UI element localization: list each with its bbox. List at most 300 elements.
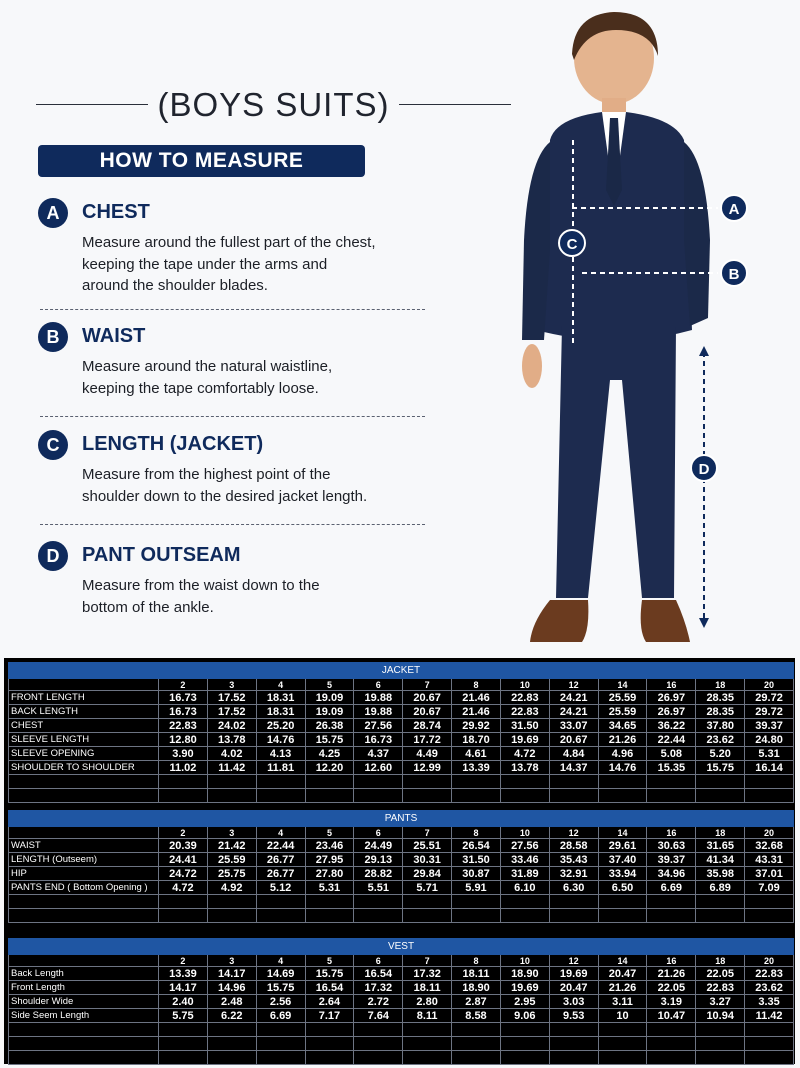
cell-value: 17.32 xyxy=(354,981,403,995)
cell-value: 18.31 xyxy=(256,705,305,719)
row-label: Back Length xyxy=(9,967,159,981)
cell-value: 24.72 xyxy=(159,867,208,881)
cell-value: 16.73 xyxy=(354,733,403,747)
cell-value: 24.21 xyxy=(549,691,598,705)
cell-value: 7.64 xyxy=(354,1009,403,1023)
table-row xyxy=(9,981,794,995)
size-header: 4 xyxy=(256,955,305,967)
blank-row xyxy=(9,789,794,803)
size-header: 14 xyxy=(598,955,647,967)
divider xyxy=(40,524,425,525)
cell-value: 15.75 xyxy=(305,967,354,981)
jacket-table xyxy=(8,662,794,803)
cell-value: 36.22 xyxy=(647,719,696,733)
row-label: WAIST xyxy=(9,839,159,853)
pants-table xyxy=(8,810,794,923)
cell-value: 22.83 xyxy=(500,705,549,719)
cell-value: 14.76 xyxy=(598,761,647,775)
row-label: Front Length xyxy=(9,981,159,995)
cell-value: 7.17 xyxy=(305,1009,354,1023)
row-label: LENGTH (Outseem) xyxy=(9,853,159,867)
badge-c: C xyxy=(38,430,68,460)
cell-value: 30.31 xyxy=(403,853,452,867)
size-header: 2 xyxy=(159,679,208,691)
cell-value: 23.62 xyxy=(745,981,794,995)
cell-value: 4.13 xyxy=(256,747,305,761)
cell-value: 26.54 xyxy=(452,839,501,853)
cell-value: 31.89 xyxy=(500,867,549,881)
cell-value: 27.80 xyxy=(305,867,354,881)
section-description xyxy=(82,575,432,618)
badge-b: B xyxy=(38,322,68,352)
cell-value: 32.91 xyxy=(549,867,598,881)
cell-value: 7.09 xyxy=(745,881,794,895)
cell-value: 14.96 xyxy=(207,981,256,995)
cell-value: 22.05 xyxy=(696,967,745,981)
cell-value: 2.95 xyxy=(500,995,549,1009)
size-header: 7 xyxy=(403,827,452,839)
cell-value: 6.89 xyxy=(696,881,745,895)
cell-value: 16.73 xyxy=(159,691,208,705)
cell-value: 15.75 xyxy=(305,733,354,747)
cell-value: 24.02 xyxy=(207,719,256,733)
cell-value: 22.44 xyxy=(647,733,696,747)
desc-line: Measure around the fullest part of the chest, xyxy=(82,234,376,251)
size-header: 10 xyxy=(500,955,549,967)
cell-value: 5.31 xyxy=(745,747,794,761)
cell-value: 4.84 xyxy=(549,747,598,761)
desc-line: bottom of the ankle. xyxy=(82,598,214,616)
size-header: 5 xyxy=(305,679,354,691)
size-header: 3 xyxy=(207,955,256,967)
size-header: 14 xyxy=(598,679,647,691)
row-label: HIP xyxy=(9,867,159,881)
section-description xyxy=(82,232,432,297)
cell-value: 25.59 xyxy=(207,853,256,867)
desc-line: keeping the tape comfortably loose. xyxy=(82,379,319,397)
size-chart xyxy=(4,658,795,1064)
cell-value: 21.26 xyxy=(647,967,696,981)
cell-value: 10.47 xyxy=(647,1009,696,1023)
cell-value: 33.46 xyxy=(500,853,549,867)
cell-value: 20.67 xyxy=(403,705,452,719)
cell-value: 18.31 xyxy=(256,691,305,705)
cell-value: 2.72 xyxy=(354,995,403,1009)
size-header-blank xyxy=(9,955,159,967)
cell-value: 29.92 xyxy=(452,719,501,733)
cell-value: 18.11 xyxy=(452,967,501,981)
cell-value: 19.88 xyxy=(354,705,403,719)
size-header: 12 xyxy=(549,955,598,967)
cell-value: 37.01 xyxy=(745,867,794,881)
cell-value: 28.35 xyxy=(696,705,745,719)
size-header: 8 xyxy=(452,679,501,691)
size-header-blank xyxy=(9,827,159,839)
vest-table xyxy=(8,938,794,1065)
table-title: PANTS xyxy=(9,811,794,827)
marker-a-label: A xyxy=(728,201,740,218)
cell-value: 35.43 xyxy=(549,853,598,867)
cell-value: 25.59 xyxy=(598,705,647,719)
cell-value: 2.80 xyxy=(403,995,452,1009)
blank-row xyxy=(9,1051,794,1065)
cell-value: 12.80 xyxy=(159,733,208,747)
table-row xyxy=(9,691,794,705)
cell-value: 3.27 xyxy=(696,995,745,1009)
cell-value: 2.64 xyxy=(305,995,354,1009)
table-row xyxy=(9,761,794,775)
cell-value: 32.68 xyxy=(745,839,794,853)
cell-value: 6.10 xyxy=(500,881,549,895)
cell-value: 29.61 xyxy=(598,839,647,853)
desc-line: Measure from the highest point of the xyxy=(82,466,331,483)
size-header: 16 xyxy=(647,955,696,967)
cell-value: 27.95 xyxy=(305,853,354,867)
size-header: 5 xyxy=(305,827,354,839)
cell-value: 25.75 xyxy=(207,867,256,881)
divider xyxy=(40,309,425,310)
cell-value: 26.77 xyxy=(256,853,305,867)
boy-in-suit-illustration xyxy=(470,0,800,656)
cell-value: 16.54 xyxy=(305,981,354,995)
cell-value: 19.69 xyxy=(500,733,549,747)
cell-value: 22.83 xyxy=(159,719,208,733)
cell-value: 4.25 xyxy=(305,747,354,761)
cell-value: 24.41 xyxy=(159,853,208,867)
cell-value: 3.11 xyxy=(598,995,647,1009)
size-header: 18 xyxy=(696,955,745,967)
cell-value: 5.75 xyxy=(159,1009,208,1023)
size-header: 5 xyxy=(305,955,354,967)
divider xyxy=(40,416,425,417)
cell-value: 11.02 xyxy=(159,761,208,775)
cell-value: 30.63 xyxy=(647,839,696,853)
cell-value: 20.47 xyxy=(598,967,647,981)
cell-value: 4.96 xyxy=(598,747,647,761)
cell-value: 22.05 xyxy=(647,981,696,995)
cell-value: 33.07 xyxy=(549,719,598,733)
table-row xyxy=(9,747,794,761)
table-row xyxy=(9,733,794,747)
section-heading: PANT OUTSEAM xyxy=(82,544,241,566)
cell-value: 3.90 xyxy=(159,747,208,761)
size-header: 4 xyxy=(256,679,305,691)
table-row xyxy=(9,995,794,1009)
cell-value: 19.09 xyxy=(305,691,354,705)
section-heading: LENGTH (JACKET) xyxy=(82,433,264,455)
right-shoe xyxy=(641,600,690,642)
cell-value: 16.14 xyxy=(745,761,794,775)
cell-value: 19.69 xyxy=(549,967,598,981)
cell-value: 16.54 xyxy=(354,967,403,981)
cell-value: 20.67 xyxy=(549,733,598,747)
size-header: 20 xyxy=(745,955,794,967)
cell-value: 5.08 xyxy=(647,747,696,761)
cell-value: 13.78 xyxy=(207,733,256,747)
size-header: 8 xyxy=(452,955,501,967)
cell-value: 14.37 xyxy=(549,761,598,775)
row-label: SHOULDER TO SHOULDER xyxy=(9,761,159,775)
cell-value: 12.99 xyxy=(403,761,452,775)
table-row xyxy=(9,839,794,853)
size-header: 8 xyxy=(452,827,501,839)
size-header: 20 xyxy=(745,679,794,691)
cell-value: 21.46 xyxy=(452,691,501,705)
cell-value: 34.65 xyxy=(598,719,647,733)
cell-value: 14.69 xyxy=(256,967,305,981)
marker-d-label: D xyxy=(698,461,710,478)
size-header: 7 xyxy=(403,955,452,967)
cell-value: 6.69 xyxy=(647,881,696,895)
cell-value: 14.17 xyxy=(207,967,256,981)
size-header: 6 xyxy=(354,827,403,839)
table-row xyxy=(9,881,794,895)
cell-value: 5.20 xyxy=(696,747,745,761)
size-header: 20 xyxy=(745,827,794,839)
cell-value: 33.94 xyxy=(598,867,647,881)
cell-value: 19.69 xyxy=(500,981,549,995)
trousers xyxy=(556,326,676,598)
cell-value: 2.40 xyxy=(159,995,208,1009)
size-header: 18 xyxy=(696,679,745,691)
row-label: SLEEVE LENGTH xyxy=(9,733,159,747)
cell-value: 28.82 xyxy=(354,867,403,881)
cell-value: 4.02 xyxy=(207,747,256,761)
cell-value: 4.49 xyxy=(403,747,452,761)
cell-value: 2.48 xyxy=(207,995,256,1009)
badge-a: A xyxy=(38,198,68,228)
cell-value: 6.50 xyxy=(598,881,647,895)
cell-value: 11.81 xyxy=(256,761,305,775)
size-header: 2 xyxy=(159,827,208,839)
cell-value: 8.11 xyxy=(403,1009,452,1023)
cell-value: 28.35 xyxy=(696,691,745,705)
cell-value: 4.61 xyxy=(452,747,501,761)
size-header: 4 xyxy=(256,827,305,839)
size-header: 16 xyxy=(647,827,696,839)
cell-value: 9.53 xyxy=(549,1009,598,1023)
table-row xyxy=(9,705,794,719)
size-header: 12 xyxy=(549,679,598,691)
cell-value: 37.80 xyxy=(696,719,745,733)
row-label: FRONT LENGTH xyxy=(9,691,159,705)
cell-value: 26.97 xyxy=(647,691,696,705)
size-header: 6 xyxy=(354,955,403,967)
blank-row xyxy=(9,909,794,923)
row-label: BACK LENGTH xyxy=(9,705,159,719)
section-heading: WAIST xyxy=(82,325,146,347)
cell-value: 5.12 xyxy=(256,881,305,895)
cell-value: 28.58 xyxy=(549,839,598,853)
blank-row xyxy=(9,775,794,789)
cell-value: 29.72 xyxy=(745,691,794,705)
cell-value: 29.72 xyxy=(745,705,794,719)
section-description xyxy=(82,356,432,399)
desc-line: around the shoulder blades. xyxy=(82,277,268,294)
how-to-measure-banner: HOW TO MEASURE xyxy=(38,145,365,177)
cell-value: 18.90 xyxy=(452,981,501,995)
cell-value: 20.47 xyxy=(549,981,598,995)
cell-value: 25.59 xyxy=(598,691,647,705)
size-header: 7 xyxy=(403,679,452,691)
cell-value: 31.50 xyxy=(452,853,501,867)
cell-value: 41.34 xyxy=(696,853,745,867)
cell-value: 22.83 xyxy=(696,981,745,995)
size-header: 18 xyxy=(696,827,745,839)
blank-row xyxy=(9,895,794,909)
cell-value: 14.76 xyxy=(256,733,305,747)
cell-value: 11.42 xyxy=(745,1009,794,1023)
cell-value: 13.78 xyxy=(500,761,549,775)
left-sleeve xyxy=(522,142,550,340)
table-row xyxy=(9,867,794,881)
cell-value: 12.60 xyxy=(354,761,403,775)
cell-value: 27.56 xyxy=(500,839,549,853)
table-row xyxy=(9,853,794,867)
cell-value: 11.42 xyxy=(207,761,256,775)
cell-value: 16.73 xyxy=(159,705,208,719)
cell-value: 21.46 xyxy=(452,705,501,719)
cell-value: 24.21 xyxy=(549,705,598,719)
cell-value: 3.03 xyxy=(549,995,598,1009)
cell-value: 12.20 xyxy=(305,761,354,775)
size-header: 16 xyxy=(647,679,696,691)
cell-value: 5.91 xyxy=(452,881,501,895)
size-header: 14 xyxy=(598,827,647,839)
cell-value: 17.52 xyxy=(207,705,256,719)
cell-value: 18.70 xyxy=(452,733,501,747)
cell-value: 31.65 xyxy=(696,839,745,853)
cell-value: 24.80 xyxy=(745,733,794,747)
cell-value: 21.26 xyxy=(598,981,647,995)
cell-value: 17.72 xyxy=(403,733,452,747)
size-header: 3 xyxy=(207,679,256,691)
size-header: 10 xyxy=(500,827,549,839)
cell-value: 26.77 xyxy=(256,867,305,881)
cell-value: 18.11 xyxy=(403,981,452,995)
cell-value: 15.35 xyxy=(647,761,696,775)
cell-value: 10 xyxy=(598,1009,647,1023)
cell-value: 25.51 xyxy=(403,839,452,853)
cell-value: 19.09 xyxy=(305,705,354,719)
cell-value: 15.75 xyxy=(696,761,745,775)
table-row xyxy=(9,1009,794,1023)
cell-value: 34.96 xyxy=(647,867,696,881)
size-header: 10 xyxy=(500,679,549,691)
desc-line: Measure from the waist down to the xyxy=(82,577,320,594)
section-description xyxy=(82,464,432,507)
cell-value: 3.35 xyxy=(745,995,794,1009)
cell-value: 30.87 xyxy=(452,867,501,881)
size-header: 12 xyxy=(549,827,598,839)
cell-value: 14.17 xyxy=(159,981,208,995)
cell-value: 39.37 xyxy=(647,853,696,867)
table-row xyxy=(9,719,794,733)
cell-value: 37.40 xyxy=(598,853,647,867)
cell-value: 10.94 xyxy=(696,1009,745,1023)
title-block xyxy=(36,84,511,124)
blank-row xyxy=(9,1037,794,1051)
badge-d: D xyxy=(38,541,68,571)
cell-value: 4.92 xyxy=(207,881,256,895)
cell-value: 18.90 xyxy=(500,967,549,981)
desc-line: shoulder down to the desired jacket length. xyxy=(82,487,368,505)
cell-value: 22.83 xyxy=(745,967,794,981)
cell-value: 29.13 xyxy=(354,853,403,867)
cell-value: 13.39 xyxy=(452,761,501,775)
page-title: (BOYS SUITS) xyxy=(157,86,390,123)
cell-value: 4.37 xyxy=(354,747,403,761)
cell-value: 2.56 xyxy=(256,995,305,1009)
cell-value: 5.51 xyxy=(354,881,403,895)
table-title: JACKET xyxy=(9,663,794,679)
left-shoe xyxy=(530,600,588,642)
row-label: CHEST xyxy=(9,719,159,733)
cell-value: 26.97 xyxy=(647,705,696,719)
cell-value: 5.31 xyxy=(305,881,354,895)
section-heading: CHEST xyxy=(82,201,150,223)
cell-value: 31.50 xyxy=(500,719,549,733)
cell-value: 39.37 xyxy=(745,719,794,733)
cell-value: 29.84 xyxy=(403,867,452,881)
marker-b-label: B xyxy=(728,266,740,283)
table-title: VEST xyxy=(9,939,794,955)
cell-value: 20.39 xyxy=(159,839,208,853)
blank-row xyxy=(9,1023,794,1037)
arrow-head xyxy=(699,618,709,628)
cell-value: 23.46 xyxy=(305,839,354,853)
desc-line: Measure around the natural waistline, xyxy=(82,358,333,375)
cell-value: 6.69 xyxy=(256,1009,305,1023)
cell-value: 21.26 xyxy=(598,733,647,747)
cell-value: 6.22 xyxy=(207,1009,256,1023)
cell-value: 3.19 xyxy=(647,995,696,1009)
left-hand xyxy=(522,344,542,388)
cell-value: 13.39 xyxy=(159,967,208,981)
cell-value: 22.44 xyxy=(256,839,305,853)
cell-value: 28.74 xyxy=(403,719,452,733)
cell-value: 19.88 xyxy=(354,691,403,705)
size-header: 3 xyxy=(207,827,256,839)
cell-value: 8.58 xyxy=(452,1009,501,1023)
cell-value: 26.38 xyxy=(305,719,354,733)
cell-value: 9.06 xyxy=(500,1009,549,1023)
size-header: 2 xyxy=(159,955,208,967)
cell-value: 21.42 xyxy=(207,839,256,853)
desc-line: keeping the tape under the arms and xyxy=(82,255,328,273)
cell-value: 6.30 xyxy=(549,881,598,895)
row-label: SLEEVE OPENING xyxy=(9,747,159,761)
cell-value: 4.72 xyxy=(500,747,549,761)
cell-value: 17.32 xyxy=(403,967,452,981)
size-header-blank xyxy=(9,679,159,691)
row-label: Side Seem Length xyxy=(9,1009,159,1023)
cell-value: 2.87 xyxy=(452,995,501,1009)
cell-value: 15.75 xyxy=(256,981,305,995)
size-header: 6 xyxy=(354,679,403,691)
row-label: PANTS END ( Bottom Opening ) xyxy=(9,881,159,895)
cell-value: 35.98 xyxy=(696,867,745,881)
cell-value: 25.20 xyxy=(256,719,305,733)
cell-value: 22.83 xyxy=(500,691,549,705)
arrow-head xyxy=(699,346,709,356)
table-row xyxy=(9,967,794,981)
cell-value: 27.56 xyxy=(354,719,403,733)
cell-value: 24.49 xyxy=(354,839,403,853)
cell-value: 23.62 xyxy=(696,733,745,747)
cell-value: 43.31 xyxy=(745,853,794,867)
cell-value: 4.72 xyxy=(159,881,208,895)
